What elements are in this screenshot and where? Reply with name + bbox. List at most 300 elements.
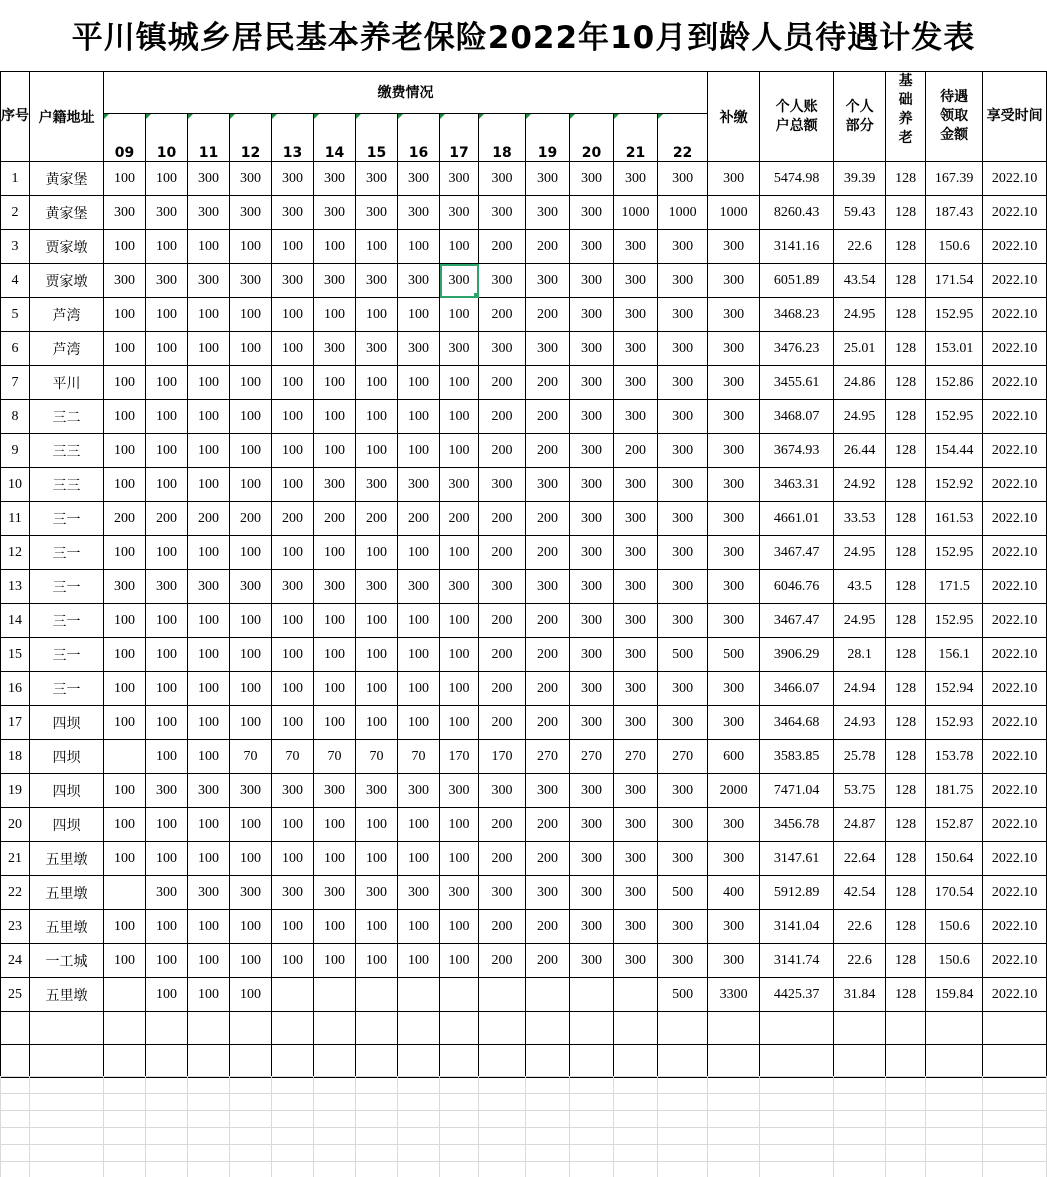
empty-cell[interactable] [760,1045,834,1078]
payment-cell[interactable]: 100 [440,536,479,570]
supplement-cell[interactable]: 2000 [708,774,760,808]
payment-cell[interactable]: 300 [230,264,272,298]
payment-cell[interactable]: 300 [188,264,230,298]
payment-cell[interactable]: 100 [146,638,188,672]
seq-cell[interactable]: 24 [1,944,30,978]
payment-cell[interactable]: 100 [398,706,440,740]
personal-part-cell[interactable]: 24.94 [834,672,886,706]
payment-cell[interactable]: 100 [272,638,314,672]
payment-cell[interactable]: 300 [104,264,146,298]
enjoy-time-cell[interactable]: 2022.10 [983,400,1047,434]
seq-cell[interactable]: 4 [1,264,30,298]
payment-cell[interactable]: 100 [146,434,188,468]
payment-cell[interactable]: 100 [398,434,440,468]
payment-cell[interactable]: 300 [570,604,614,638]
payment-cell[interactable]: 200 [526,434,570,468]
payment-cell[interactable]: 200 [526,298,570,332]
seq-cell[interactable]: 20 [1,808,30,842]
payment-cell[interactable]: 300 [614,774,658,808]
payment-cell[interactable]: 100 [398,910,440,944]
empty-cell[interactable] [356,1045,398,1078]
payment-cell[interactable]: 1000 [658,196,708,230]
payment-cell[interactable]: 170 [479,740,526,774]
payment-cell[interactable]: 100 [398,638,440,672]
payment-cell[interactable]: 100 [188,638,230,672]
payment-cell[interactable]: 100 [188,536,230,570]
payment-cell[interactable]: 100 [230,298,272,332]
payment-cell[interactable]: 100 [104,162,146,196]
payment-cell[interactable]: 300 [440,876,479,910]
basic-pension-cell[interactable]: 128 [886,502,926,536]
enjoy-time-cell[interactable]: 2022.10 [983,842,1047,876]
account-total-cell[interactable]: 8260.43 [760,196,834,230]
payment-cell[interactable]: 300 [658,706,708,740]
payment-cell[interactable]: 200 [479,910,526,944]
payment-cell[interactable]: 300 [614,570,658,604]
basic-pension-cell[interactable]: 128 [886,298,926,332]
personal-part-cell[interactable]: 24.86 [834,366,886,400]
account-total-cell[interactable]: 5912.89 [760,876,834,910]
personal-part-cell[interactable]: 24.92 [834,468,886,502]
benefit-amount-cell[interactable]: 181.75 [926,774,983,808]
basic-pension-cell[interactable]: 128 [886,842,926,876]
payment-cell[interactable]: 300 [658,162,708,196]
benefit-amount-cell[interactable]: 159.84 [926,978,983,1012]
empty-cell[interactable] [886,1012,926,1045]
payment-cell[interactable]: 300 [570,570,614,604]
payment-cell[interactable]: 100 [104,366,146,400]
payment-cell[interactable]: 100 [440,672,479,706]
payment-cell[interactable]: 300 [570,196,614,230]
address-cell[interactable]: 四坝 [30,706,104,740]
payment-cell[interactable]: 100 [230,366,272,400]
payment-cell[interactable]: 300 [570,468,614,502]
personal-part-cell[interactable]: 24.87 [834,808,886,842]
personal-part-cell[interactable]: 24.95 [834,298,886,332]
account-total-cell[interactable]: 3455.61 [760,366,834,400]
payment-cell[interactable]: 200 [146,502,188,536]
supplement-cell[interactable]: 300 [708,434,760,468]
benefit-amount-cell[interactable]: 150.64 [926,842,983,876]
payment-cell[interactable]: 100 [314,434,356,468]
payment-cell[interactable]: 300 [272,774,314,808]
payment-cell[interactable]: 100 [230,332,272,366]
payment-cell[interactable]: 300 [658,332,708,366]
payment-cell[interactable]: 300 [230,162,272,196]
payment-cell[interactable]: 100 [440,910,479,944]
payment-cell[interactable]: 100 [314,366,356,400]
payment-cell[interactable]: 300 [440,468,479,502]
basic-pension-cell[interactable]: 128 [886,570,926,604]
basic-pension-cell[interactable]: 128 [886,740,926,774]
payment-cell[interactable]: 100 [356,230,398,264]
payment-cell[interactable]: 300 [314,774,356,808]
payment-cell[interactable]: 200 [614,434,658,468]
address-cell[interactable]: 四坝 [30,808,104,842]
payment-cell[interactable]: 100 [146,672,188,706]
payment-cell[interactable]: 300 [570,366,614,400]
payment-cell[interactable]: 200 [526,604,570,638]
payment-cell[interactable]: 300 [658,604,708,638]
payment-cell[interactable]: 100 [272,604,314,638]
payment-cell[interactable]: 100 [272,434,314,468]
payment-cell[interactable] [440,978,479,1012]
supplement-cell[interactable]: 400 [708,876,760,910]
payment-cell[interactable]: 300 [146,774,188,808]
payment-cell[interactable]: 100 [356,434,398,468]
payment-cell[interactable]: 100 [272,944,314,978]
supplement-cell[interactable]: 300 [708,332,760,366]
enjoy-time-cell[interactable]: 2022.10 [983,638,1047,672]
personal-part-cell[interactable]: 24.95 [834,400,886,434]
payment-cell[interactable]: 70 [398,740,440,774]
payment-cell[interactable]: 300 [104,570,146,604]
payment-cell[interactable]: 100 [104,298,146,332]
personal-part-cell[interactable]: 39.39 [834,162,886,196]
payment-cell[interactable]: 100 [272,332,314,366]
payment-cell[interactable]: 200 [479,536,526,570]
account-total-cell[interactable]: 3464.68 [760,706,834,740]
empty-cell[interactable] [104,1045,146,1078]
payment-cell[interactable]: 300 [314,876,356,910]
empty-cell[interactable] [314,1045,356,1078]
payment-cell[interactable]: 300 [570,638,614,672]
payment-cell[interactable]: 100 [398,400,440,434]
payment-cell[interactable]: 300 [188,162,230,196]
empty-cell[interactable] [983,1012,1047,1045]
supplement-cell[interactable]: 600 [708,740,760,774]
payment-cell[interactable]: 200 [479,434,526,468]
payment-cell[interactable]: 270 [570,740,614,774]
payment-cell[interactable]: 300 [614,944,658,978]
seq-cell[interactable]: 8 [1,400,30,434]
payment-cell[interactable]: 300 [614,808,658,842]
payment-cell[interactable]: 100 [230,230,272,264]
seq-cell[interactable]: 1 [1,162,30,196]
personal-part-cell[interactable]: 42.54 [834,876,886,910]
personal-part-cell[interactable]: 43.5 [834,570,886,604]
address-cell[interactable]: 三二 [30,400,104,434]
payment-cell[interactable]: 300 [272,162,314,196]
payment-cell[interactable]: 300 [356,774,398,808]
payment-cell[interactable]: 200 [230,502,272,536]
benefit-amount-cell[interactable]: 152.95 [926,604,983,638]
payment-cell[interactable]: 300 [314,264,356,298]
payment-cell[interactable]: 100 [146,706,188,740]
payment-cell[interactable] [104,978,146,1012]
benefit-amount-cell[interactable]: 153.78 [926,740,983,774]
payment-cell[interactable]: 100 [230,604,272,638]
payment-cell[interactable]: 300 [614,706,658,740]
payment-cell[interactable]: 300 [526,570,570,604]
payment-cell[interactable]: 100 [146,230,188,264]
empty-cell[interactable] [230,1012,272,1045]
supplement-cell[interactable]: 300 [708,604,760,638]
payment-cell[interactable]: 100 [104,672,146,706]
payment-cell[interactable]: 100 [314,298,356,332]
payment-cell[interactable]: 300 [658,502,708,536]
payment-cell[interactable] [356,978,398,1012]
enjoy-time-cell[interactable]: 2022.10 [983,944,1047,978]
supplement-cell[interactable]: 300 [708,162,760,196]
payment-cell[interactable]: 100 [398,672,440,706]
payment-cell[interactable]: 100 [188,332,230,366]
empty-cell[interactable] [479,1045,526,1078]
supplement-cell[interactable]: 300 [708,944,760,978]
payment-cell[interactable]: 500 [658,638,708,672]
enjoy-time-cell[interactable]: 2022.10 [983,740,1047,774]
payment-cell[interactable]: 100 [146,536,188,570]
address-cell[interactable]: 平川 [30,366,104,400]
personal-part-cell[interactable]: 24.95 [834,536,886,570]
payment-cell[interactable]: 300 [570,672,614,706]
payment-cell[interactable]: 100 [398,604,440,638]
personal-part-cell[interactable]: 26.44 [834,434,886,468]
seq-cell[interactable]: 16 [1,672,30,706]
payment-cell[interactable]: 300 [570,944,614,978]
payment-cell[interactable]: 300 [272,570,314,604]
benefit-amount-cell[interactable]: 150.6 [926,230,983,264]
payment-cell[interactable]: 100 [440,298,479,332]
payment-cell[interactable]: 100 [314,638,356,672]
payment-cell[interactable]: 300 [658,774,708,808]
account-total-cell[interactable]: 6046.76 [760,570,834,604]
personal-part-cell[interactable]: 43.54 [834,264,886,298]
payment-cell[interactable]: 300 [440,570,479,604]
payment-cell[interactable]: 100 [188,672,230,706]
empty-cell[interactable] [146,1045,188,1078]
enjoy-time-cell[interactable]: 2022.10 [983,298,1047,332]
empty-cell[interactable] [1,1045,30,1078]
payment-cell[interactable]: 300 [314,468,356,502]
payment-cell[interactable]: 300 [658,298,708,332]
account-total-cell[interactable]: 3468.07 [760,400,834,434]
seq-cell[interactable]: 14 [1,604,30,638]
address-cell[interactable]: 五里墩 [30,876,104,910]
payment-cell[interactable]: 300 [188,570,230,604]
payment-cell[interactable]: 300 [526,332,570,366]
payment-cell[interactable]: 100 [104,434,146,468]
payment-cell[interactable]: 170 [440,740,479,774]
payment-cell[interactable]: 100 [314,944,356,978]
empty-cell[interactable] [614,1012,658,1045]
payment-cell[interactable]: 100 [230,434,272,468]
payment-cell[interactable]: 200 [526,944,570,978]
empty-cell[interactable] [834,1012,886,1045]
enjoy-time-cell[interactable]: 2022.10 [983,162,1047,196]
payment-cell[interactable]: 100 [146,740,188,774]
payment-cell[interactable]: 200 [526,400,570,434]
personal-part-cell[interactable]: 22.6 [834,944,886,978]
payment-cell[interactable]: 100 [272,230,314,264]
payment-cell[interactable]: 100 [104,638,146,672]
supplement-cell[interactable]: 300 [708,672,760,706]
seq-cell[interactable]: 11 [1,502,30,536]
payment-cell[interactable]: 100 [272,842,314,876]
seq-cell[interactable]: 7 [1,366,30,400]
payment-cell[interactable]: 200 [526,808,570,842]
empty-cell[interactable] [188,1045,230,1078]
payment-cell[interactable]: 100 [146,468,188,502]
payment-cell[interactable]: 100 [314,536,356,570]
account-total-cell[interactable]: 3141.04 [760,910,834,944]
payment-cell[interactable]: 300 [614,332,658,366]
enjoy-time-cell[interactable]: 2022.10 [983,808,1047,842]
basic-pension-cell[interactable]: 128 [886,706,926,740]
enjoy-time-cell[interactable]: 2022.10 [983,468,1047,502]
payment-cell[interactable]: 100 [314,400,356,434]
address-cell[interactable]: 芦湾 [30,332,104,366]
empty-cell[interactable] [356,1012,398,1045]
payment-cell[interactable]: 70 [356,740,398,774]
payment-cell[interactable]: 300 [658,400,708,434]
empty-cell[interactable] [398,1045,440,1078]
payment-cell[interactable]: 300 [658,536,708,570]
personal-part-cell[interactable]: 25.01 [834,332,886,366]
payment-cell[interactable]: 200 [526,638,570,672]
account-total-cell[interactable]: 3476.23 [760,332,834,366]
empty-cell[interactable] [983,1045,1047,1078]
payment-cell[interactable]: 200 [188,502,230,536]
payment-cell[interactable] [526,978,570,1012]
payment-cell[interactable]: 100 [230,978,272,1012]
empty-cell[interactable] [760,1012,834,1045]
payment-cell[interactable]: 100 [230,638,272,672]
enjoy-time-cell[interactable]: 2022.10 [983,502,1047,536]
payment-cell[interactable]: 300 [614,298,658,332]
payment-cell[interactable]: 200 [479,604,526,638]
personal-part-cell[interactable]: 22.64 [834,842,886,876]
payment-cell[interactable] [479,978,526,1012]
enjoy-time-cell[interactable]: 2022.10 [983,332,1047,366]
payment-cell[interactable]: 300 [570,876,614,910]
payment-cell[interactable]: 300 [570,842,614,876]
enjoy-time-cell[interactable]: 2022.10 [983,706,1047,740]
payment-cell[interactable]: 300 [356,332,398,366]
payment-cell[interactable]: 100 [146,162,188,196]
payment-cell[interactable]: 300 [570,400,614,434]
payment-cell[interactable]: 300 [398,876,440,910]
payment-cell[interactable]: 300 [479,570,526,604]
empty-cell[interactable] [272,1045,314,1078]
payment-cell[interactable]: 100 [272,468,314,502]
payment-cell[interactable]: 300 [614,536,658,570]
payment-cell[interactable]: 300 [356,264,398,298]
enjoy-time-cell[interactable]: 2022.10 [983,774,1047,808]
payment-cell[interactable]: 270 [658,740,708,774]
payment-cell[interactable]: 300 [614,638,658,672]
benefit-amount-cell[interactable]: 171.5 [926,570,983,604]
payment-cell[interactable]: 100 [272,298,314,332]
address-cell[interactable]: 三一 [30,502,104,536]
payment-cell[interactable]: 300 [614,230,658,264]
payment-cell[interactable]: 100 [146,332,188,366]
benefit-amount-cell[interactable]: 152.87 [926,808,983,842]
payment-cell[interactable]: 300 [230,570,272,604]
personal-part-cell[interactable]: 59.43 [834,196,886,230]
empty-cell[interactable] [146,1012,188,1045]
enjoy-time-cell[interactable]: 2022.10 [983,876,1047,910]
basic-pension-cell[interactable]: 128 [886,468,926,502]
payment-cell[interactable]: 100 [440,400,479,434]
account-total-cell[interactable]: 4425.37 [760,978,834,1012]
payment-cell[interactable]: 300 [230,774,272,808]
payment-cell[interactable]: 300 [398,332,440,366]
empty-cell[interactable] [188,1012,230,1045]
payment-cell[interactable]: 300 [479,196,526,230]
payment-cell[interactable]: 100 [104,944,146,978]
payment-cell[interactable] [104,876,146,910]
payment-cell[interactable]: 270 [614,740,658,774]
seq-cell[interactable]: 22 [1,876,30,910]
payment-cell[interactable]: 300 [570,706,614,740]
address-cell[interactable]: 三三 [30,468,104,502]
basic-pension-cell[interactable]: 128 [886,366,926,400]
account-total-cell[interactable]: 3463.31 [760,468,834,502]
payment-cell[interactable]: 300 [356,196,398,230]
payment-cell[interactable]: 300 [614,400,658,434]
payment-cell[interactable]: 300 [570,264,614,298]
payment-cell[interactable]: 100 [272,400,314,434]
payment-cell[interactable]: 300 [104,196,146,230]
payment-cell[interactable]: 300 [272,876,314,910]
address-cell[interactable]: 五里墩 [30,842,104,876]
payment-cell[interactable]: 100 [356,536,398,570]
seq-cell[interactable]: 21 [1,842,30,876]
enjoy-time-cell[interactable]: 2022.10 [983,672,1047,706]
payment-cell[interactable]: 100 [356,944,398,978]
payment-cell[interactable]: 300 [272,196,314,230]
payment-cell[interactable]: 300 [188,196,230,230]
empty-cell[interactable] [440,1012,479,1045]
address-cell[interactable]: 芦湾 [30,298,104,332]
payment-cell[interactable] [570,978,614,1012]
payment-cell[interactable]: 100 [314,706,356,740]
payment-cell[interactable]: 200 [526,230,570,264]
basic-pension-cell[interactable]: 128 [886,808,926,842]
payment-cell[interactable]: 300 [314,570,356,604]
payment-cell[interactable]: 100 [104,910,146,944]
payment-cell[interactable]: 300 [614,502,658,536]
payment-cell[interactable] [272,978,314,1012]
payment-cell[interactable]: 300 [230,196,272,230]
account-total-cell[interactable]: 7471.04 [760,774,834,808]
empty-cell[interactable] [526,1012,570,1045]
empty-cell[interactable] [272,1012,314,1045]
supplement-cell[interactable]: 300 [708,808,760,842]
payment-cell[interactable]: 300 [570,298,614,332]
payment-cell[interactable]: 100 [272,672,314,706]
payment-cell[interactable]: 200 [479,366,526,400]
account-total-cell[interactable]: 3147.61 [760,842,834,876]
payment-cell[interactable]: 100 [146,944,188,978]
payment-cell[interactable]: 300 [356,876,398,910]
payment-cell[interactable]: 100 [104,536,146,570]
supplement-cell[interactable]: 300 [708,400,760,434]
payment-cell[interactable]: 300 [526,876,570,910]
payment-cell[interactable]: 300 [188,774,230,808]
payment-cell[interactable]: 200 [479,944,526,978]
payment-cell[interactable]: 100 [104,468,146,502]
payment-cell[interactable]: 100 [146,978,188,1012]
payment-cell[interactable]: 100 [272,366,314,400]
basic-pension-cell[interactable]: 128 [886,774,926,808]
empty-cell[interactable] [526,1045,570,1078]
seq-cell[interactable]: 23 [1,910,30,944]
payment-cell[interactable]: 100 [104,842,146,876]
empty-cell[interactable] [30,1012,104,1045]
seq-cell[interactable]: 13 [1,570,30,604]
